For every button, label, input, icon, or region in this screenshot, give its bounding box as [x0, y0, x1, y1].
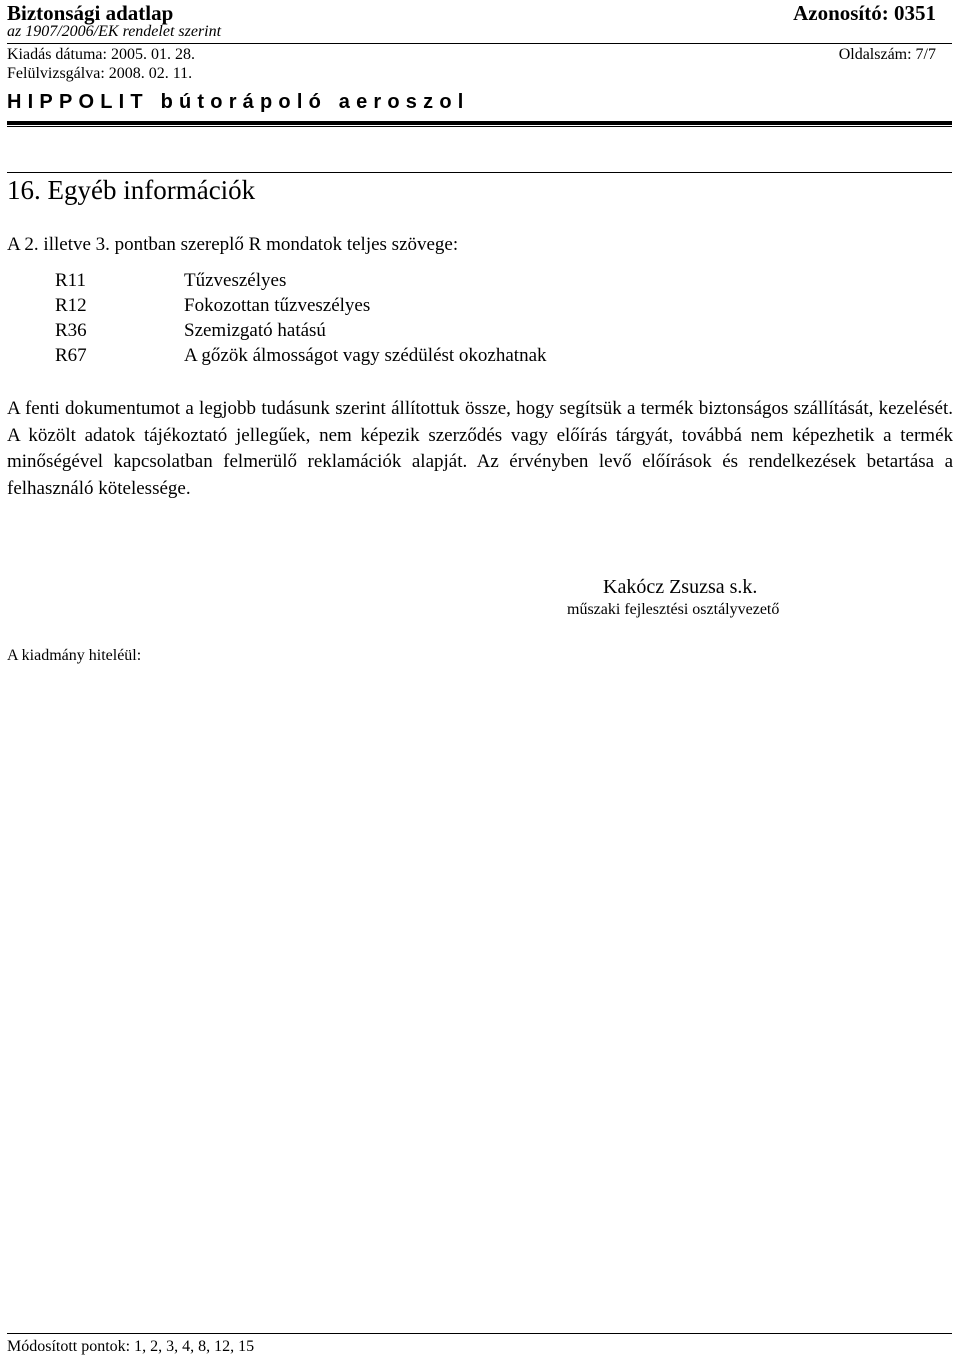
r-phrase-code: R67 [55, 345, 87, 366]
product-divider-thick [7, 121, 952, 125]
r-phrase-code: R12 [55, 295, 87, 316]
issue-date: Kiadás dátuma: 2005. 01. 28. [7, 46, 195, 63]
section-divider [7, 172, 952, 173]
r-phrase-code: R11 [55, 270, 86, 291]
regulation-reference: az 1907/2006/EK rendelet szerint [7, 23, 222, 40]
disclaimer-paragraph: A fenti dokumentumot a legjobb tudásunk szerint állítottuk össze, hogy segítsük a termék biztonságos szállítását, kezelését. A közölt adatok tájékoztató jellegűek, nem képezik szerződés vagy előírás tárgyát, továbbá nem képezhetik a termék minőségével kapcsolatban felmerülő reklamációk alapját. Az érvényben levő előírások és rendelkezések betartása a felhasználó kötelessége. [7, 398, 953, 499]
r-phrase-text: Tűzveszélyes [184, 270, 287, 291]
header-divider [7, 43, 952, 44]
signatory-name: Kakócz Zsuzsa s.k. [603, 576, 758, 598]
product-name: HIPPOLIT bútorápoló aeroszol [7, 91, 470, 113]
page-number: Oldalszám: 7/7 [838, 46, 936, 63]
r-phrase-text: Szemizgató hatású [184, 320, 326, 341]
attestation-label: A kiadmány hiteléül: [7, 647, 142, 664]
section-title: 16. Egyéb információk [7, 175, 256, 205]
r-phrase-text: Fokozottan tűzveszélyes [184, 295, 371, 316]
r-phrases-intro: A 2. illetve 3. pontban szereplő R mondatok teljes szövege: [7, 234, 459, 255]
product-divider-thin [7, 126, 952, 127]
modified-points: Módosított pontok: 1, 2, 3, 4, 8, 12, 15 [7, 1338, 255, 1355]
footer-divider [7, 1333, 952, 1334]
signatory-role: műszaki fejlesztési osztályvezető [567, 601, 780, 618]
document-title: Biztonsági adatlap [7, 1, 174, 25]
document-identifier: Azonosító: 0351 [793, 1, 936, 25]
r-phrase-text: A gőzök álmosságot vagy szédülést okozhatnak [184, 345, 547, 366]
r-phrase-code: R36 [55, 320, 87, 341]
revision-date: Felülvizsgálva: 2008. 02. 11. [7, 65, 193, 82]
